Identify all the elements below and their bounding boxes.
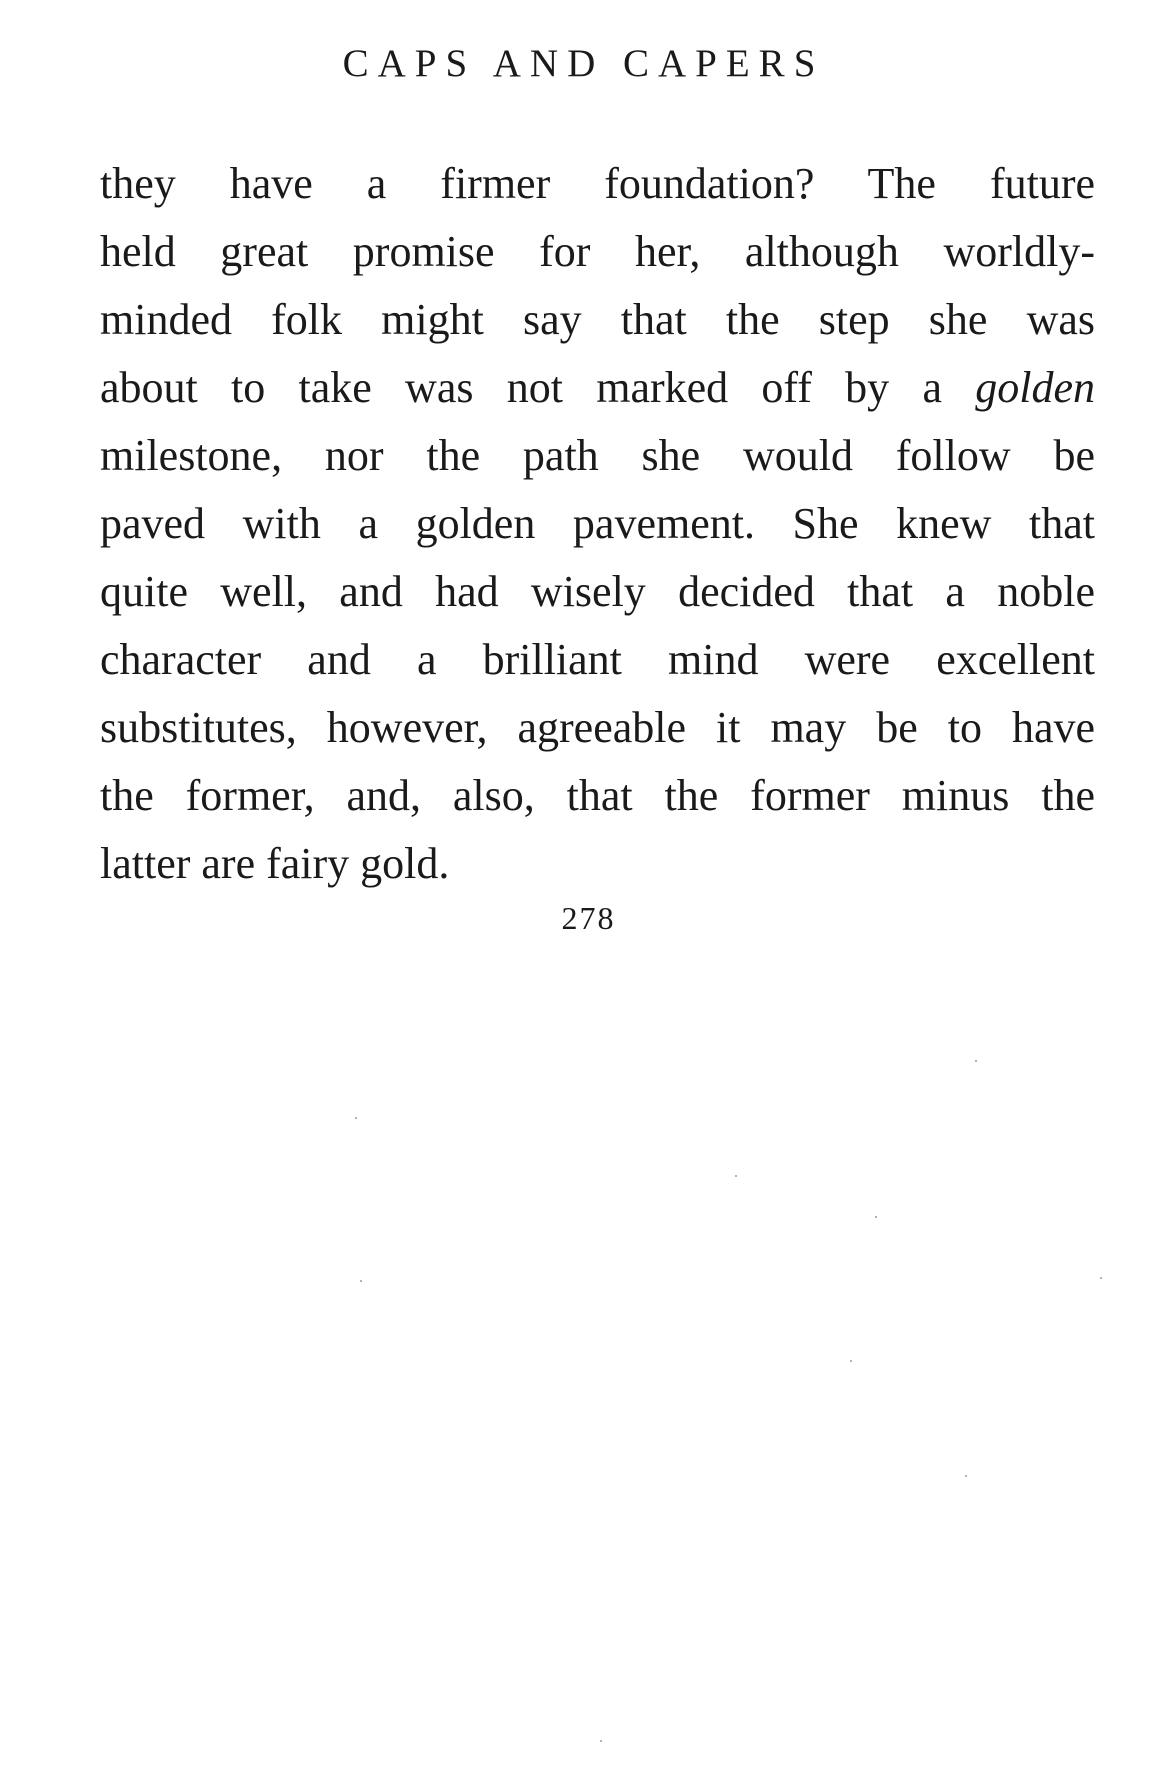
paper-speck bbox=[600, 1740, 602, 1742]
text-line: milestone, nor the path she would follow be bbox=[100, 431, 1095, 480]
body-paragraph bbox=[100, 150, 1095, 898]
text-line: quite well, and had wisely decided that a noble bbox=[100, 567, 1095, 616]
paper-speck bbox=[355, 1117, 357, 1119]
running-head: CAPS AND CAPERS bbox=[342, 42, 825, 85]
paper-speck bbox=[850, 1360, 852, 1362]
text-line: paved with a golden pavement. She knew that bbox=[100, 499, 1095, 548]
text-line: they have a firmer foundation? The future bbox=[100, 159, 1095, 208]
text-line: latter are fairy gold. bbox=[100, 839, 450, 888]
text-line: held great promise for her, although worldly- bbox=[100, 227, 1095, 276]
text-line bbox=[100, 354, 1095, 422]
text-line: minded folk might say that the step she was bbox=[100, 295, 1095, 344]
italic-word: golden bbox=[975, 363, 1095, 412]
text-line: the former, and, also, that the former minus the bbox=[100, 771, 1095, 820]
text-line: character and a brilliant mind were excellent bbox=[100, 635, 1095, 684]
paper-speck bbox=[965, 1475, 967, 1477]
paper-speck bbox=[1100, 1277, 1102, 1279]
text-line: substitutes, however, agreeable it may be to have bbox=[100, 703, 1095, 752]
paper-speck bbox=[875, 1216, 877, 1218]
text-line-start: about to take was not marked off by a bbox=[100, 363, 976, 412]
paper-speck bbox=[975, 1060, 977, 1062]
paper-speck bbox=[360, 1280, 362, 1282]
paper-speck bbox=[735, 1175, 737, 1177]
page-number: 278 bbox=[561, 900, 616, 936]
